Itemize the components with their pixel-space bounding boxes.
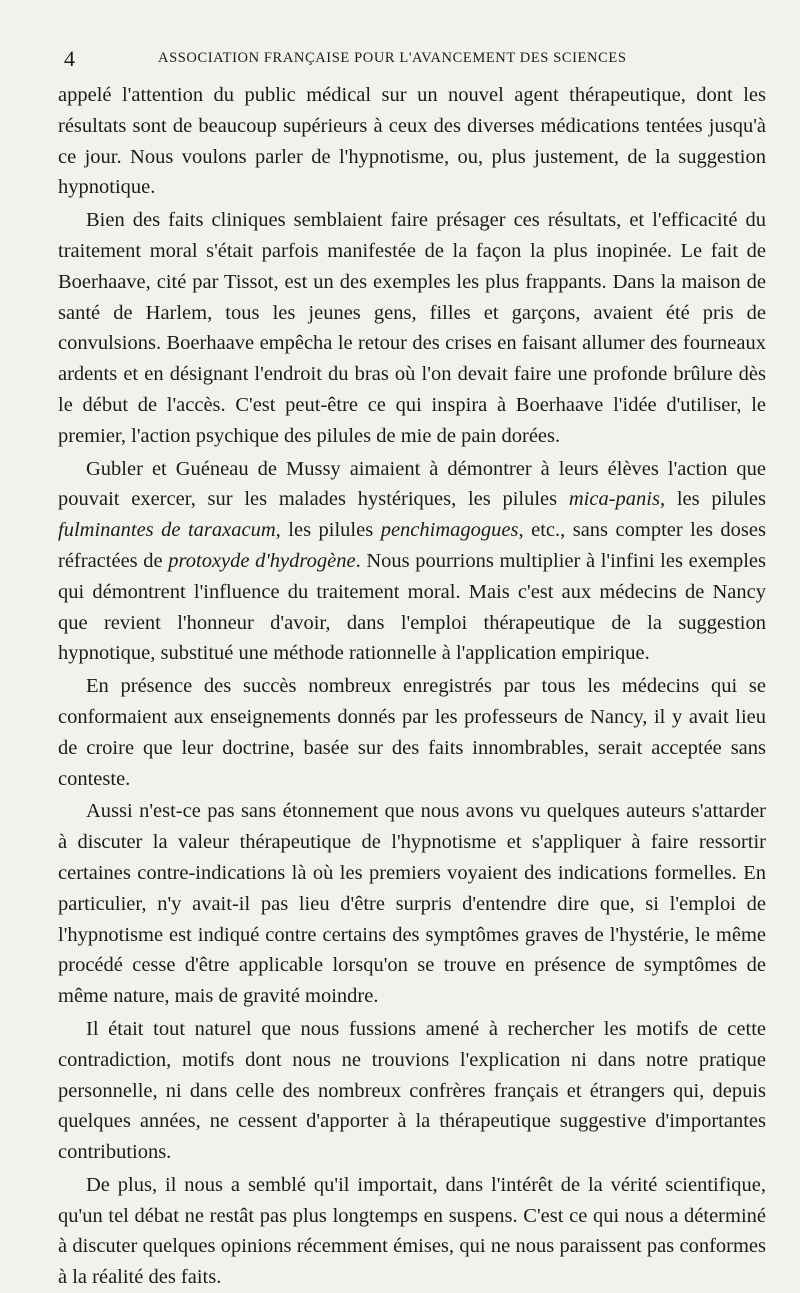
page-number: 4 (64, 46, 75, 71)
paragraph-4: En présence des succès nombreux enregistrés par tous les médecins qui se conformaient aux enseignements donnés par les professeurs de Nancy, il y avait lieu de croire que leur doctrine, basée sur des faits innombrables, serait acceptée sans conteste. (58, 675, 766, 790)
paragraph-7: De plus, il nous a semblé qu'il importait, dans l'intérêt de la vérité scientifique, qu'un tel débat ne restât pas plus longtemps en suspens. C'est ce qui nous a déterminé à discuter quelques opinions récemment émises, qui ne nous paraissent pas conformes à la réalité des faits. (58, 1173, 766, 1289)
paragraph-1: appelé l'attention du public médical sur un nouvel agent thérapeutique, dont les résultats sont de beaucoup supérieurs à ceux des diverses médications tentées jusqu'à ce jour. Nous voulons parler de l'hypnotisme, ou, plus justement, de la suggestion hypnotique. (58, 84, 766, 199)
italic-term-mica-panis: mica-panis (568, 488, 660, 511)
paragraph-3-text-3: , les pilules (275, 519, 381, 542)
italic-term-penchimagogues: penchimagogues (380, 519, 519, 542)
running-title: ASSOCIATION FRANÇAISE POUR L'AVANCEMENT DES SCIENCES (158, 50, 627, 66)
paragraph-3-text-4: , etc., sans compter les doses réfractées de (58, 519, 766, 572)
body-text (58, 80, 766, 1293)
paragraph-2: Bien des faits cliniques semblaient faire présager ces résultats, et l'efficacité du traitement moral s'était parfois manifestée de la façon la plus inopinée. Le fait de Boerhaave, cité par Tissot, est un des exemples les plus frappants. Dans la maison de santé de Harlem, tous les jeunes gens, filles et garçons, avaient été pris de convulsions. Boerhaave empêcha le retour des crises en faisant allumer des fourneaux ardents et en désignant l'endroit du bras où l'on devait faire une profonde brûlure dès le début de l'accès. C'est peut-être ce qui inspira à Boerhaave l'idée d'utiliser, le premier, l'action psychique des pilules de mie de pain dorées. (58, 209, 766, 447)
paragraph-3-text-1: Gubler et Guéneau de Mussy aimaient à démontrer à leurs élèves l'action que pouvait exercer, sur les malades hystériques, les pilules (58, 457, 766, 511)
paragraph-6: Il était tout naturel que nous fussions amené à rechercher les motifs de cette contradiction, motifs dont nous ne trouvions l'explication ni dans notre pratique personnelle, ni dans celle des nombreux confrères français et étrangers qui, depuis quelques années, ne cessent d'apporter à la thérapeutique suggestive d'importantes contributions. (58, 1017, 766, 1164)
page-header (58, 40, 766, 80)
italic-term-fulminantes: fulminantes de taraxacum (58, 519, 276, 542)
paragraph-3-text-2: , les pilules (659, 488, 766, 511)
paragraph-3 (58, 454, 766, 670)
paragraph-3-text-5: . Nous pourrions multiplier à l'infini les exemples qui démontrent l'influence du traitement moral. Mais c'est aux médecins de Nancy que revient l'honneur d'avoir, dans l'emploi thérapeutique de la suggestion hypnotique, substitué une méthode rationnelle à l'application empirique. (58, 549, 767, 665)
paragraph-5: Aussi n'est-ce pas sans étonnement que nous avons vu quelques auteurs s'attarder à discuter la valeur thérapeutique de l'hypnotisme et s'appliquer à faire ressortir certaines contre-indications là où les premiers voyaient des indications formelles. En particulier, n'y avait-il pas lieu d'être surpris d'entendre dire que, si l'emploi de l'hypnotisme est indiqué contre certains des symptômes graves de l'hystérie, le même procédé cesse d'être applicable lorsqu'on se trouve en présence de symptômes de même nature, mais de gravité moindre. (58, 800, 766, 1008)
italic-term-protoxyde: protoxyde d'hydrogène (168, 549, 356, 572)
